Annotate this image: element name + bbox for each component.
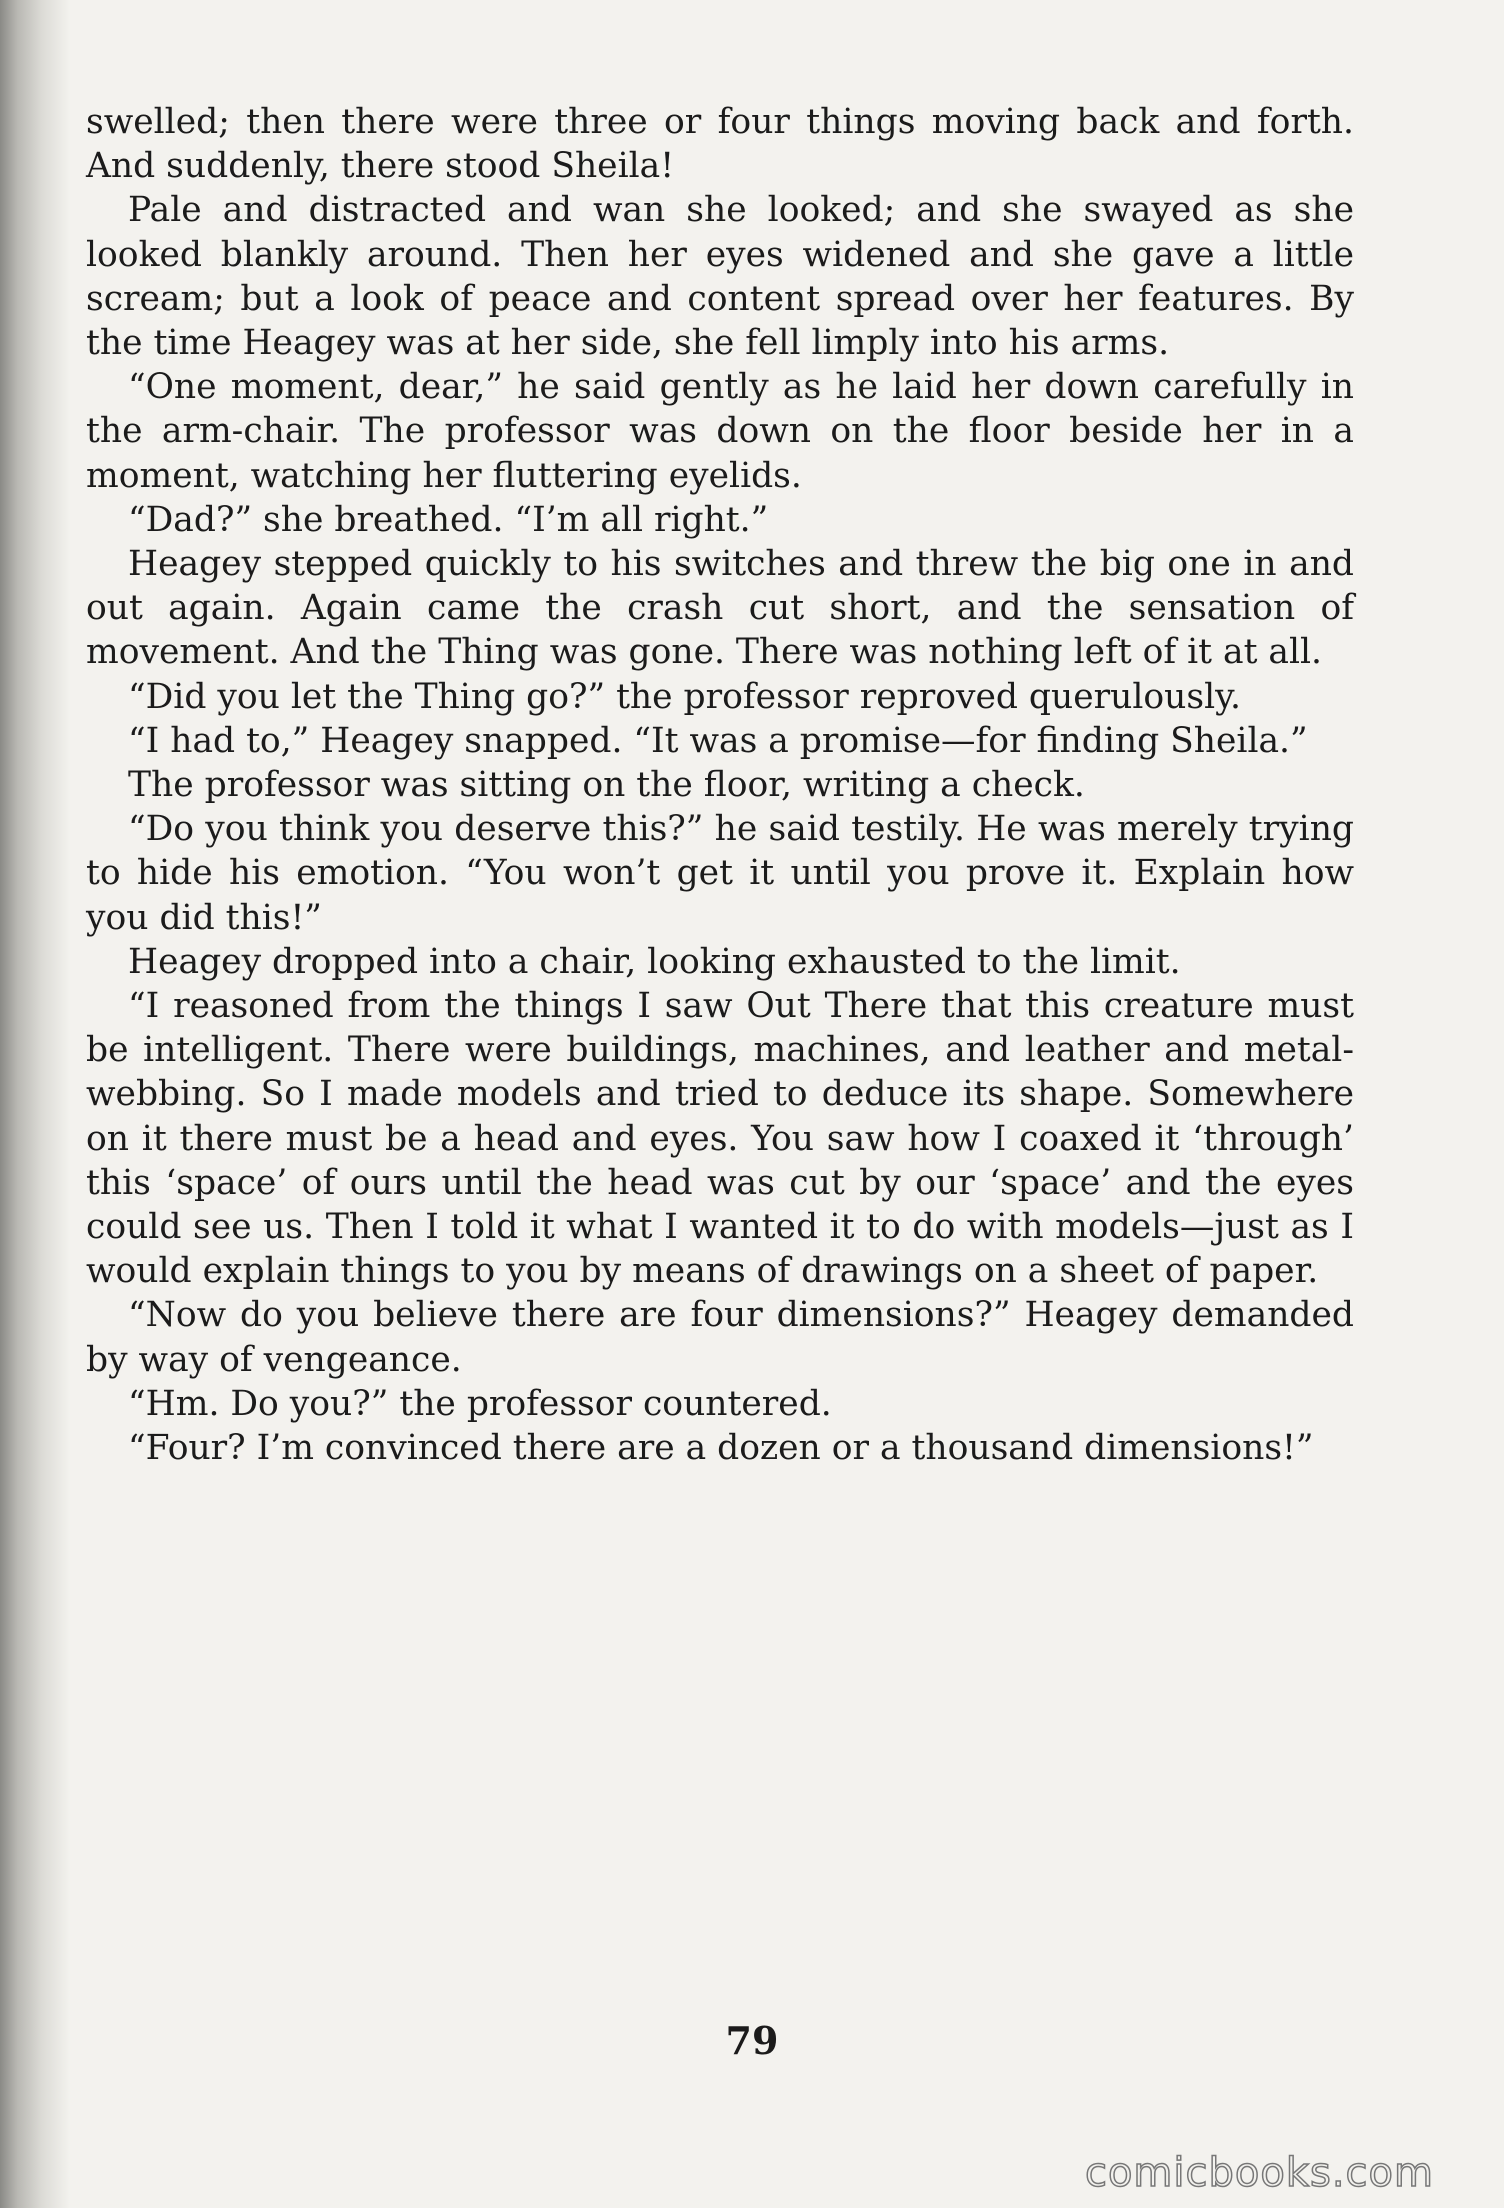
paragraph: “Hm. Do you?” the professor countered.	[128, 1383, 832, 1424]
paragraph: “I had to,” Heagey snapped. “It was a promise—for finding Sheila.”	[128, 720, 1308, 761]
paragraph: “Do you think you deserve this?” he said testily. He was merely trying to hide his emotion. “You won’t get it until you prove it. Explain how you did this!”	[86, 809, 1354, 938]
paragraph: “Now do you believe there are four dimensions?” Heagey demanded by way of vengeance.	[86, 1295, 1354, 1380]
story-text	[86, 100, 1354, 1470]
paragraph: “Dad?” she breathed. “I’m all right.”	[128, 499, 769, 540]
paragraph: swelled; then there were three or four things moving back and forth. And suddenly, there stood Sheila!	[86, 102, 1354, 187]
paragraph: “I reasoned from the things I saw Out There that this creature must be intelligent. There were buildings, machines, and leather and metal-webbing. So I made models and tried to deduce its shape. Somewhere on it there must be a head and eyes. You saw how I coaxed it ‘through’ this ‘space’ of ours until the head was cut by our ‘space’ and the eyes could see us. Then I told it what I wanted it to do with models—just as I would explain things to you by means of drawings on a sheet of paper.	[86, 986, 1354, 1292]
paragraph: “One moment, dear,” he said gently as he laid her down carefully in the arm-chair. The professor was down on the floor beside her in a moment, watching her fluttering eyelids.	[86, 367, 1354, 496]
watermark: comicbooks.com	[1084, 2150, 1434, 2196]
paragraph: The professor was sitting on the floor, writing a check.	[128, 765, 1085, 806]
paragraph: Heagey stepped quickly to his switches and threw the big one in and out again. Again came the crash cut short, and the sensation of movement. And the Thing was gone. There was nothing left of it at all.	[86, 544, 1354, 673]
paragraph: “Did you let the Thing go?” the professor reproved querulously.	[128, 676, 1241, 717]
paragraph: Heagey dropped into a chair, looking exhausted to the limit.	[128, 941, 1181, 982]
paragraph: “Four? I’m convinced there are a dozen or a thousand dimensions!”	[128, 1428, 1314, 1469]
paragraph: Pale and distracted and wan she looked; and she swayed as she looked blankly around. Then her eyes widened and she gave a little scream; but a look of peace and content spread over her features. By the time Heagey was at her side, she fell limply into his arms.	[86, 190, 1354, 364]
page-gutter-shadow	[0, 0, 70, 2208]
page-number: 79	[725, 2018, 779, 2063]
